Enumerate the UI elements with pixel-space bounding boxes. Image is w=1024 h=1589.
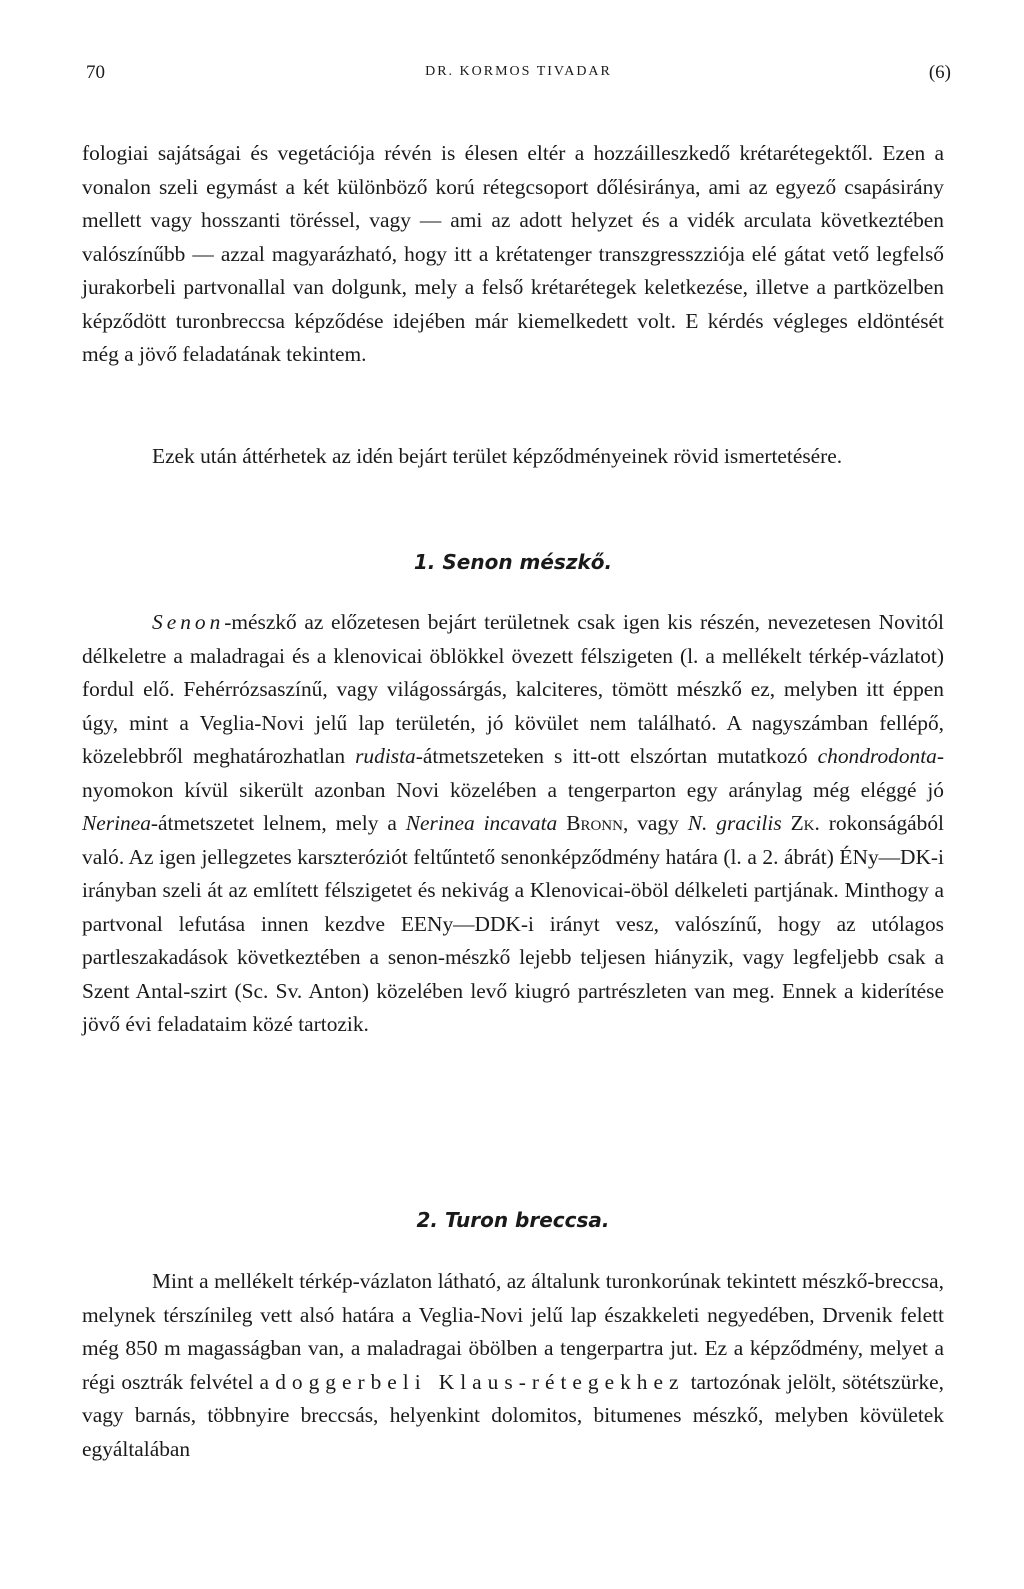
term-rudista: rudista	[355, 744, 416, 768]
term-nerinea-incavata: Nerinea incavata	[405, 811, 558, 835]
lead-word-senon: Senon	[152, 610, 225, 634]
term-nerinea: Nerinea	[82, 811, 151, 835]
author-bronn: Bronn	[566, 811, 623, 835]
author-zk: Zk.	[790, 811, 820, 835]
section-heading-senon: 1. Senon mészkő.	[413, 550, 613, 574]
section-heading-turon: 2. Turon breccsa.	[416, 1208, 610, 1232]
section-number: (6)	[928, 62, 951, 83]
turon-text-b: tartozónak jelölt, sötétszürke, vagy barnás, többnyire breccsás, helyenkint dolomitos, bitumenes mészkő, melyben kövületek egyáltalában	[82, 1369, 945, 1461]
term-doggerbeli-klaus: doggerbeli Klaus-rétegekhez	[275, 1369, 685, 1394]
senon-text-a: -mészkő az előzetesen bejárt területnek csak igen kis részén, nevezetesen Novitól délkeletre a maladragai és a klenovicai öblökkel övezett félszigeten (l. a mellékelt térkép-vázlatot) fordul elő. Fehérrózsaszínű, vagy világossárgás, kalciteres, tömött mészkő ez, melyben itt éppen úgy, mint a Veglia-Novi jelű lap területén, jó kövület nem található. A nagyszámban fellépő, közelebbről meghatározhatlan	[82, 610, 944, 768]
paragraph-turon	[82, 1265, 944, 1466]
running-head	[86, 62, 951, 92]
paragraph-senon	[82, 606, 944, 1042]
term-chondrodonta: chondrodonta	[817, 744, 937, 768]
senon-text-c: -nyomokon kívül sikerült azonban Novi közelében a tengerparton egy aránylag még eléggé jó	[82, 744, 944, 802]
turon-text-a: Mint a mellékelt térkép-vázlaton látható, az általunk turonkorúnak tekintett mészkő-breccsa, melynek térszínileg vett alsó határa a Veglia-Novi jelű lap északkeleti negyedében, Drvenik felett még 850 m magasságban van, a maladragai öbölben a tengerpartra jut. Ez a képződmény, melyet a régi osztrák felvétel a	[82, 1269, 944, 1394]
page-number: 70	[86, 62, 105, 83]
paragraph-transition: Ezek után áttérhetek az idén bejárt terület képződményeinek rövid ismertetésére.	[152, 444, 843, 468]
paragraph-continued: fologiai sajátságai és vegetációja révén is élesen eltér a hozzáilleszkedő krétarétegektől. Ezen a vonalon szeli egymást a két különböző korú rétegcsoport dőlésiránya, ami az egyező csapásirány mellett vagy hosszanti töréssel, vagy — ami az adott helyzet és a vidék arculata következtében valószínűbb — azzal magyarázható, hogy itt a krétatenger transzgresszziója elé gátat vető legfelső jurakorbeli partvonallal van dolgunk, mely a felső krétarétegek keletkezése, illetve a partközelben képződött turonbreccsa képződése idejében már kiemelkedett volt. E kérdés végleges eldöntését még a jövő feladatának tekintem.	[82, 141, 944, 366]
senon-text-d: -átmetszetet lelnem, mely a	[150, 811, 406, 835]
senon-text-b: -átmetszeteken s itt-ott elszórtan mutatkozó	[415, 744, 818, 768]
author-running-title: DR. KORMOS TIVADAR	[425, 64, 612, 79]
senon-text-e: , vagy	[622, 811, 688, 835]
senon-text-f: rokonságából való. Az igen jellegzetes karszteróziót feltűntető senonképződmény határa (l. a 2. ábrát) ÉNy—DK-i irányban szeli át az említett félszigetet és nekivág a Klenovicai-öböl délkeleti partjának. Minthogy a partvonal lefutása innen kezdve EENy—DDK-i irányt vesz, valószínű, hogy az utólagos partleszakadások következtében a senon-mészkő lejebb teljesen hiányzik, vagy legfeljebb csak a Szent Antal-szirt (Sc. Sv. Anton) közelében levő kiugró partrészleten van meg. Ennek a kiderítése jövő évi feladataim közé tartozik.	[82, 811, 944, 1036]
term-n-gracilis: N. gracilis	[687, 811, 782, 835]
